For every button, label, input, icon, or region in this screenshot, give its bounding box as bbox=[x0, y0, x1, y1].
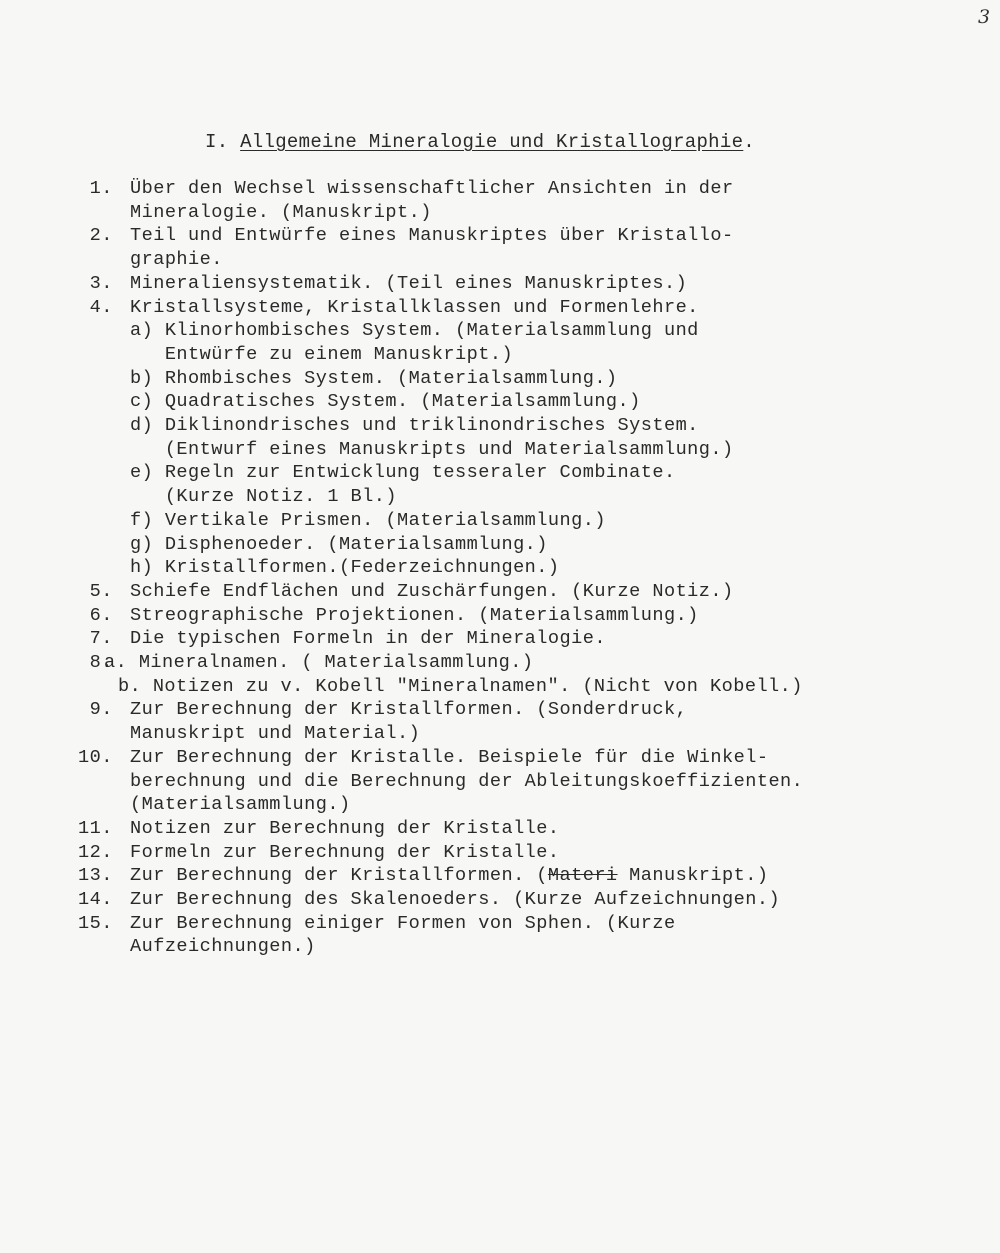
item-text: Zur Berechnung der Kristallformen. (Materi Manuskript.) bbox=[130, 865, 769, 887]
item-text: (Materialsammlung.) bbox=[130, 794, 351, 816]
heading-prefix: I. bbox=[205, 131, 241, 153]
section-heading bbox=[205, 131, 755, 153]
heading-suffix: . bbox=[743, 131, 755, 153]
item-text: Kristallsysteme, Kristallklassen und Formenlehre. bbox=[130, 296, 699, 318]
item-text: Manuskript und Material.) bbox=[130, 723, 421, 745]
item-text: (Entwurf eines Manuskripts und Materialsammlung.) bbox=[130, 438, 734, 460]
item-text: b. Notizen zu v. Kobell "Mineralnamen". (Nicht von Kobell.) bbox=[118, 675, 803, 697]
item-text: Teil und Entwürfe eines Manuskriptes über Kristallo- bbox=[130, 225, 734, 247]
item-text: berechnung und die Berechnung der Ableitungskoeffizienten. bbox=[130, 770, 804, 792]
item-text: Zur Berechnung einiger Formen von Sphen. (Kurze bbox=[130, 912, 676, 934]
item-number: 3. bbox=[78, 272, 113, 294]
item-text: a) Klinorhombisches System. (Materialsammlung und bbox=[130, 320, 699, 342]
item-number: 7. bbox=[78, 628, 113, 650]
item-text: g) Disphenoeder. (Materialsammlung.) bbox=[130, 533, 548, 555]
item-text-after: Manuskript.) bbox=[617, 865, 769, 887]
item-text: Die typischen Formeln in der Mineralogie. bbox=[130, 628, 606, 650]
item-text: Entwürfe zu einem Manuskript.) bbox=[130, 343, 514, 365]
page-number: 3 bbox=[978, 6, 991, 28]
item-text: h) Kristallformen.(Federzeichnungen.) bbox=[130, 557, 560, 579]
item-number: 2. bbox=[78, 225, 113, 247]
item-text: b) Rhombisches System. (Materialsammlung.) bbox=[130, 367, 618, 389]
item-number: 9. bbox=[78, 699, 113, 721]
item-text: Zur Berechnung der Kristallformen. (Sonderdruck, bbox=[130, 699, 688, 721]
item-text: Zur Berechnung der Kristalle. Beispiele für die Winkel- bbox=[130, 746, 769, 768]
item-number: 10. bbox=[78, 746, 113, 768]
item-text: a. Mineralnamen. ( Materialsammlung.) bbox=[104, 652, 534, 673]
heading-title: Allgemeine Mineralogie und Kristallographie bbox=[240, 131, 744, 153]
item-number: 5. bbox=[78, 580, 113, 602]
item-text: (Kurze Notiz. 1 Bl.) bbox=[130, 486, 397, 508]
item-text: Aufzeichnungen.) bbox=[130, 936, 316, 958]
item-number: 11. bbox=[78, 817, 113, 839]
item-text: Streographische Projektionen. (Materialsammlung.) bbox=[130, 604, 699, 626]
item-text: Zur Berechnung des Skalenoeders. (Kurze Aufzeichnungen.) bbox=[130, 889, 781, 910]
item-text: Mineralogie. (Manuskript.) bbox=[130, 201, 432, 223]
item-text: Notizen zur Berechnung der Kristalle. bbox=[130, 817, 560, 839]
item-number: 14. bbox=[78, 889, 113, 910]
item-text: Über den Wechsel wissenschaftlicher Ansichten in der bbox=[130, 178, 734, 199]
item-number: 4. bbox=[78, 296, 113, 318]
item-number: 8. bbox=[78, 652, 113, 673]
item-number: 15. bbox=[78, 912, 113, 934]
struck-text: Materi bbox=[547, 865, 618, 887]
item-number: 13. bbox=[78, 865, 113, 887]
item-text: f) Vertikale Prismen. (Materialsammlung.) bbox=[130, 509, 606, 531]
item-number: 1. bbox=[78, 178, 113, 199]
item-text: d) Diklinondrisches und triklinondrisches System. bbox=[130, 415, 699, 436]
item-text: graphie. bbox=[130, 249, 223, 271]
item-text: e) Regeln zur Entwicklung tesseraler Combinate. bbox=[130, 462, 676, 484]
item-text: Mineraliensystematik. (Teil eines Manuskriptes.) bbox=[130, 272, 688, 294]
item-text: Formeln zur Berechnung der Kristalle. bbox=[130, 841, 560, 863]
item-number: 6. bbox=[78, 604, 113, 626]
item-text: c) Quadratisches System. (Materialsammlung.) bbox=[130, 391, 641, 413]
item-number: 12. bbox=[78, 841, 113, 863]
item-text: Schiefe Endflächen und Zuschärfungen. (Kurze Notiz.) bbox=[130, 580, 734, 602]
